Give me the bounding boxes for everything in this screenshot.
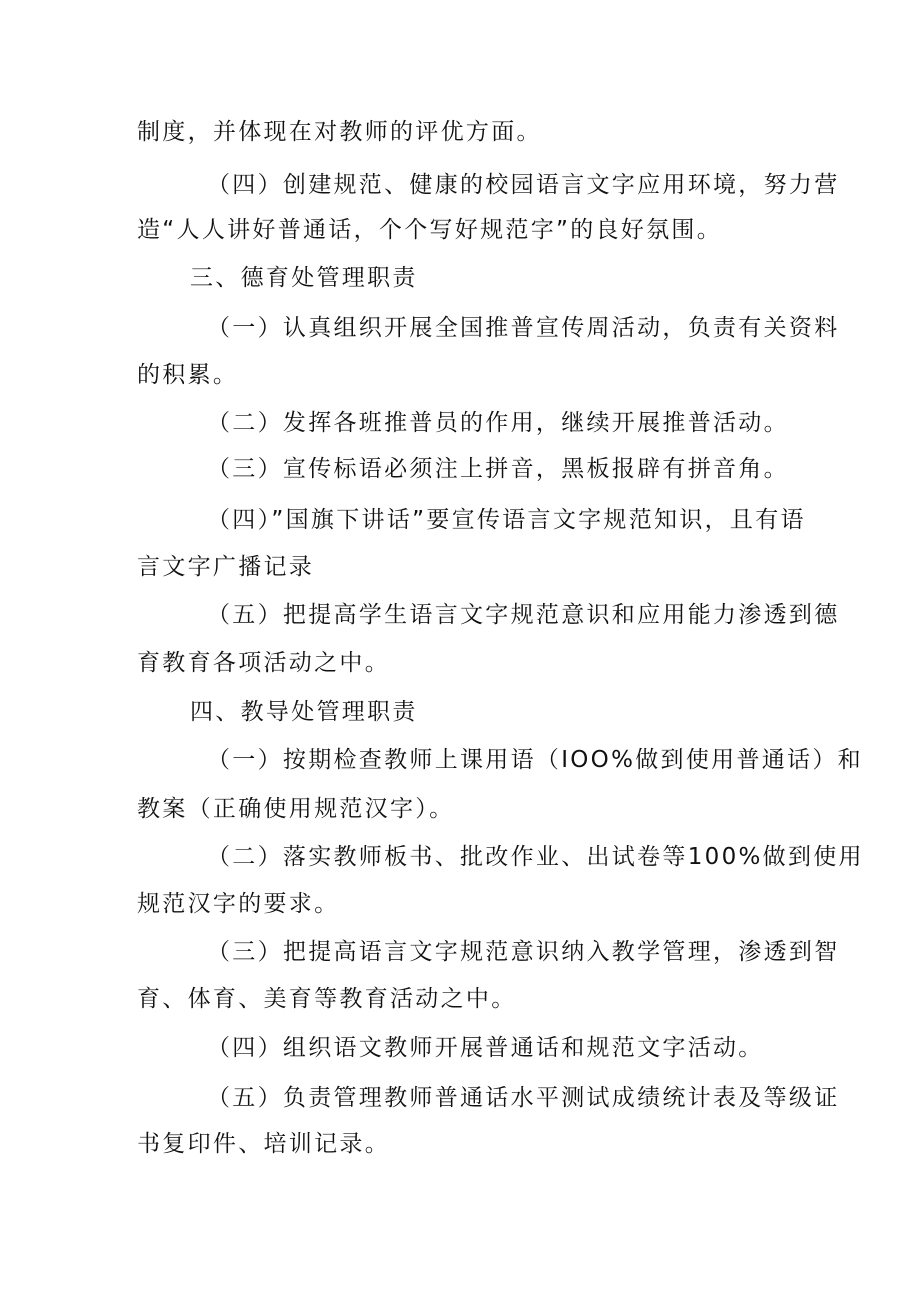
paragraph-line: （二）发挥各班推普员的作用，继续开展推普活动。 (207, 410, 789, 436)
paragraph-line: （一）按期检查教师上课用语（IOO%做到使用普通话）和 (207, 747, 863, 773)
paragraph-line: 育、体育、美育等教育活动之中。 (137, 986, 517, 1012)
paragraph-line: 的积累。 (137, 362, 239, 388)
paragraph-line: 制度，并体现在对教师的评优方面。 (137, 119, 542, 145)
paragraph-line: （四）组织语文教师开展普通话和规范文字活动。 (207, 1035, 764, 1061)
section-heading: 四、教导处管理职责 (190, 699, 418, 725)
paragraph-line: 规范汉字的要求。 (137, 891, 340, 917)
paragraph-line: 教案（正确使用规范汉字）。 (137, 796, 455, 822)
paragraph-line: （二）落实教师板书、批改作业、出试卷等100%做到使用 (207, 844, 864, 870)
paragraph-line: （五）把提高学生语言文字规范意识和应用能力渗透到德 (207, 602, 840, 628)
paragraph-line: （四）”国旗下讲话”要宣传语言文字规范知识，且有语 (207, 507, 806, 533)
paragraph-line: （三）把提高语言文字规范意识纳入教学管理，渗透到智 (207, 939, 840, 965)
paragraph-line: 造“人人讲好普通话，个个写好规范字”的良好氛围。 (137, 217, 723, 243)
paragraph-line: （四）创建规范、健康的校园语言文字应用环境，努力营 (207, 172, 840, 198)
paragraph-line: （五）负责管理教师普通话水平测试成绩统计表及等级证 (207, 1085, 840, 1111)
paragraph-line: 书复印件、培训记录。 (137, 1131, 390, 1157)
section-heading: 三、德育处管理职责 (190, 265, 418, 291)
paragraph-line: 育教育各项活动之中。 (137, 650, 390, 676)
paragraph-line: （三）宣传标语必须注上拼音，黑板报辟有拼音角。 (207, 456, 789, 482)
paragraph-line: （一）认真组织开展全国推普宣传周活动，负责有关资料 (207, 315, 840, 341)
paragraph-line: 言文字广播记录 (137, 554, 315, 580)
